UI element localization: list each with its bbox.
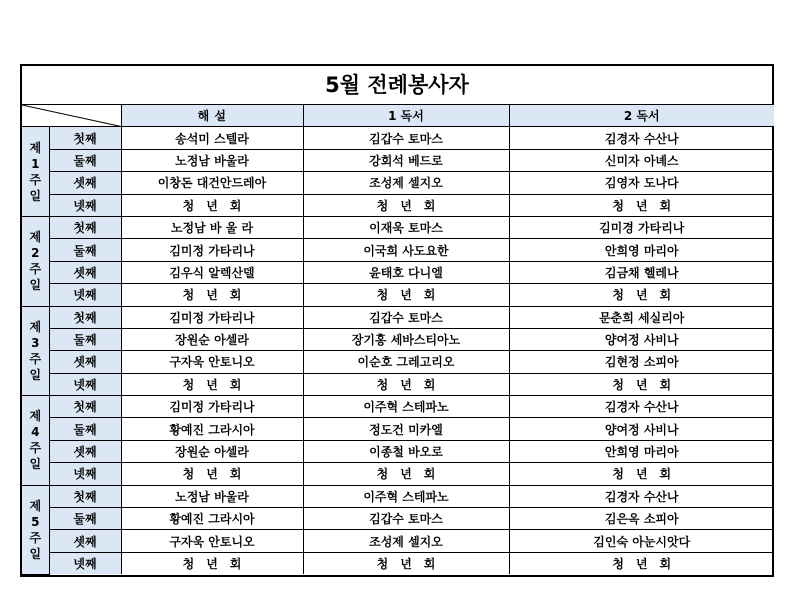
week-label-char: 주: [29, 172, 42, 187]
table-row: [22, 194, 774, 216]
order-cell: 셋째: [49, 351, 121, 373]
second-reading-cell: 김인숙 아눈시앗다: [509, 530, 774, 552]
diagonal-line: [22, 105, 121, 126]
second-reading-cell: 양여정 사비나: [509, 328, 774, 350]
table-row: [22, 440, 774, 462]
order-cell: 셋째: [49, 261, 121, 283]
week-label-char: 주: [29, 441, 42, 456]
week-label-char: 5: [31, 514, 40, 529]
order-cell: 셋째: [49, 530, 121, 552]
week-label: [22, 216, 49, 306]
first-reading-cell: 이재욱 토마스: [303, 216, 509, 238]
first-reading-cell: 청 년 회: [303, 373, 509, 395]
table-row: [22, 552, 774, 574]
table-row: [22, 351, 774, 373]
week-label-char: 일: [29, 546, 42, 561]
commentary-cell: 장원순 아셀라: [121, 328, 303, 350]
order-cell: 둘째: [49, 508, 121, 530]
commentary-cell: 청 년 회: [121, 373, 303, 395]
second-reading-cell: 김금채 헬레나: [509, 261, 774, 283]
header-first-reading: 1 독서: [303, 105, 509, 127]
commentary-cell: 노정남 바 울 라: [121, 216, 303, 238]
order-cell: 셋째: [49, 172, 121, 194]
week-label: [22, 127, 49, 217]
first-reading-cell: 윤태호 다니엘: [303, 261, 509, 283]
second-reading-cell: 문춘희 세실리아: [509, 306, 774, 328]
commentary-cell: 이창돈 대건안드레아: [121, 172, 303, 194]
second-reading-cell: 청 년 회: [509, 463, 774, 485]
first-reading-cell: 이주혁 스테파노: [303, 396, 509, 418]
order-cell: 둘째: [49, 418, 121, 440]
order-cell: 첫째: [49, 485, 121, 507]
header-row: [22, 105, 774, 127]
first-reading-cell: 조성제 셀지오: [303, 172, 509, 194]
week-label-char: 제: [29, 319, 42, 334]
table-row: [22, 530, 774, 552]
second-reading-cell: 김영자 도나다: [509, 172, 774, 194]
week-label-char: 제: [29, 498, 42, 513]
header-commentary: 해 설: [121, 105, 303, 127]
order-cell: 넷째: [49, 194, 121, 216]
table-row: [22, 149, 774, 171]
commentary-cell: 장원순 아셀라: [121, 440, 303, 462]
order-cell: 넷째: [49, 373, 121, 395]
table-row: [22, 284, 774, 306]
first-reading-cell: 이국희 사도요한: [303, 239, 509, 261]
commentary-cell: 황예진 그라시아: [121, 418, 303, 440]
commentary-cell: 청 년 회: [121, 194, 303, 216]
table-row: [22, 239, 774, 261]
order-cell: 첫째: [49, 127, 121, 149]
commentary-cell: 김미정 가타리나: [121, 306, 303, 328]
week-label-char: 일: [29, 188, 42, 203]
second-reading-cell: 청 년 회: [509, 552, 774, 574]
commentary-cell: 구자욱 안토니오: [121, 351, 303, 373]
order-cell: 둘째: [49, 149, 121, 171]
order-cell: 넷째: [49, 463, 121, 485]
week-label: [22, 396, 49, 486]
first-reading-cell: 김갑수 토마스: [303, 306, 509, 328]
table-row: [22, 508, 774, 530]
commentary-cell: 황예진 그라시아: [121, 508, 303, 530]
first-reading-cell: 장기홍 세바스티아노: [303, 328, 509, 350]
second-reading-cell: 김경자 수산나: [509, 127, 774, 149]
table-row: [22, 328, 774, 350]
second-reading-cell: 안희영 마리아: [509, 239, 774, 261]
order-cell: 첫째: [49, 216, 121, 238]
first-reading-cell: 김갑수 토마스: [303, 508, 509, 530]
second-reading-cell: 청 년 회: [509, 194, 774, 216]
week-label-char: 3: [31, 335, 40, 350]
week-label-char: 제: [29, 230, 42, 245]
table-row: [22, 306, 774, 328]
first-reading-cell: 청 년 회: [303, 284, 509, 306]
commentary-cell: 김미정 가타리나: [121, 396, 303, 418]
week-label-char: 주: [29, 262, 42, 277]
week-label-char: 주: [29, 351, 42, 366]
order-cell: 첫째: [49, 306, 121, 328]
first-reading-cell: 이순호 그레고리오: [303, 351, 509, 373]
order-cell: 둘째: [49, 328, 121, 350]
first-reading-cell: 청 년 회: [303, 463, 509, 485]
week-label-char: 제: [29, 409, 42, 424]
header-second-reading: 2 독서: [509, 105, 774, 127]
second-reading-cell: 김경자 수산나: [509, 396, 774, 418]
first-reading-cell: 강회석 베드로: [303, 149, 509, 171]
schedule-sheet: [20, 64, 774, 577]
table-row: [22, 261, 774, 283]
commentary-cell: 김미정 가타리나: [121, 239, 303, 261]
commentary-cell: 노정남 바울라: [121, 485, 303, 507]
week-label-char: 일: [29, 278, 42, 293]
second-reading-cell: 청 년 회: [509, 284, 774, 306]
week-label-char: 1: [31, 156, 40, 171]
second-reading-cell: 김경자 수산나: [509, 485, 774, 507]
first-reading-cell: 조성제 셀지오: [303, 530, 509, 552]
page-title: 5월 전례봉사자: [22, 66, 772, 105]
table-row: [22, 418, 774, 440]
table-row: [22, 463, 774, 485]
first-reading-cell: 청 년 회: [303, 552, 509, 574]
commentary-cell: 청 년 회: [121, 552, 303, 574]
commentary-cell: 청 년 회: [121, 463, 303, 485]
second-reading-cell: 청 년 회: [509, 373, 774, 395]
second-reading-cell: 안희영 마리아: [509, 440, 774, 462]
second-reading-cell: 신미자 아녜스: [509, 149, 774, 171]
first-reading-cell: 이주혁 스테파노: [303, 485, 509, 507]
schedule-table: [22, 105, 774, 575]
second-reading-cell: 양여정 사비나: [509, 418, 774, 440]
table-row: [22, 396, 774, 418]
week-label: [22, 485, 49, 574]
week-label: [22, 306, 49, 396]
commentary-cell: 구자욱 안토니오: [121, 530, 303, 552]
second-reading-cell: 김미경 가타리나: [509, 216, 774, 238]
corner-cell: [22, 105, 121, 127]
first-reading-cell: 이종철 바오로: [303, 440, 509, 462]
first-reading-cell: 김갑수 토마스: [303, 127, 509, 149]
table-row: [22, 172, 774, 194]
table-row: [22, 485, 774, 507]
week-label-char: 2: [31, 246, 40, 261]
table-row: [22, 373, 774, 395]
table-row: [22, 216, 774, 238]
week-label-char: 주: [29, 530, 42, 545]
order-cell: 넷째: [49, 552, 121, 574]
week-label-char: 제: [29, 140, 42, 155]
commentary-cell: 청 년 회: [121, 284, 303, 306]
order-cell: 첫째: [49, 396, 121, 418]
order-cell: 셋째: [49, 440, 121, 462]
second-reading-cell: 김현정 소피아: [509, 351, 774, 373]
order-cell: 넷째: [49, 284, 121, 306]
commentary-cell: 송석미 스텔라: [121, 127, 303, 149]
order-cell: 둘째: [49, 239, 121, 261]
week-label-char: 일: [29, 367, 42, 382]
week-label-char: 4: [31, 425, 40, 440]
table-row: [22, 127, 774, 149]
first-reading-cell: 정도건 미카엘: [303, 418, 509, 440]
week-label-char: 일: [29, 457, 42, 472]
first-reading-cell: 청 년 회: [303, 194, 509, 216]
commentary-cell: 노정남 바울라: [121, 149, 303, 171]
second-reading-cell: 김은옥 소피아: [509, 508, 774, 530]
commentary-cell: 김우식 알렉산델: [121, 261, 303, 283]
